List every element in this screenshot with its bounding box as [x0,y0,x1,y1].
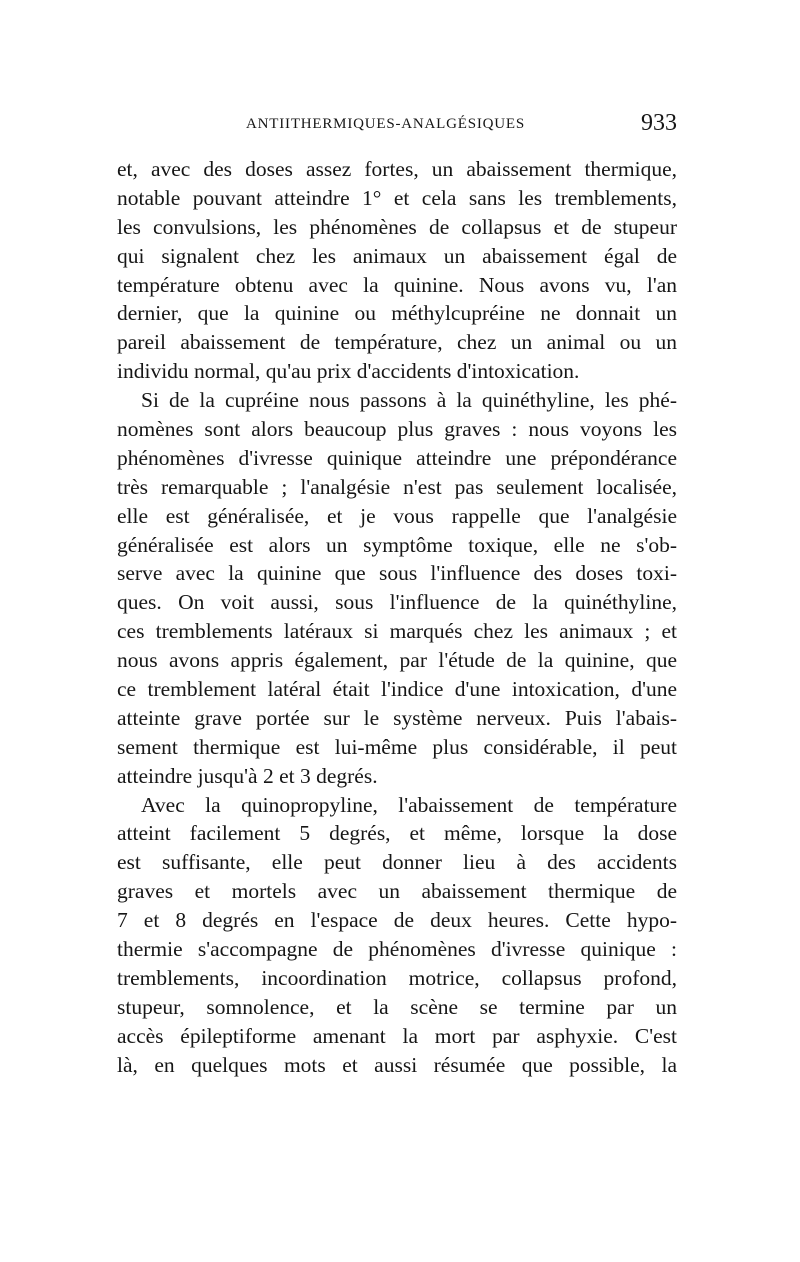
text-line: Avec la quinopropyline, l'abaissement de température [141,792,677,817]
text-line: sement thermique est lui-même plus considérable, il peut [117,734,677,759]
text-line: ces tremblements latéraux si marqués chez les animaux ; et [117,619,677,644]
text-line: dernier, que la quinine ou méthylcupréine ne donnait un [117,301,677,326]
running-head [117,110,677,140]
text-line: Si de la cupréine nous passons à la quinéthyline, les phé- [141,388,677,413]
text-line: pareil abaissement de température, chez un animal ou un [117,330,677,355]
text-line: généralisée est alors un symptôme toxique, elle ne s'ob- [117,532,677,557]
text-line: ce tremblement latéral était l'indice d'une intoxication, d'une [117,677,677,702]
text-line: elle est généralisée, et je vous rappelle que l'analgésie [117,503,677,528]
text-line: ques. On voit aussi, sous l'influence de la quinéthyline, [117,590,677,615]
text-line: là, en quelques mots et aussi résumée que possible, la [117,1052,677,1077]
text-line: atteindre jusqu'à 2 et 3 degrés. [117,763,378,788]
text-line: et, avec des doses assez fortes, un abaissement thermique, [117,157,677,181]
text-line: atteint facilement 5 degrés, et même, lorsque la dose [117,821,677,846]
text-line: individu normal, qu'au prix d'accidents d'intoxication. [117,359,580,384]
text-line: stupeur, somnolence, et la scène se termine par un [117,994,677,1019]
text-line: graves et mortels avec un abaissement thermique de [117,879,677,904]
text-line: température obtenu avec la quinine. Nous avons vu, l'an [117,272,677,297]
paragraph-3 [117,791,677,1080]
body-text [117,155,677,1080]
text-line: serve avec la quinine que sous l'influence des doses toxi- [117,561,677,586]
text-line: nous avons appris également, par l'étude de la quinine, que [117,648,677,673]
running-title: ANTIITHERMIQUES-ANALGÉSIQUES [246,116,526,132]
paragraph-2 [117,386,677,790]
text-line: très remarquable ; l'analgésie n'est pas seulement localisée, [117,474,677,499]
text-line: 7 et 8 degrés en l'espace de deux heures. Cette hypo- [117,908,677,933]
text-line: phénomènes d'ivresse quinique atteindre une prépondérance [117,445,677,470]
page-number: 933 [641,110,677,136]
text-line: est suffisante, elle peut donner lieu à des accidents [117,850,677,875]
text-line: tremblements, incoordination motrice, collapsus profond, [117,965,677,990]
text-line: qui signalent chez les animaux un abaissement égal de [117,243,677,268]
paragraph-1 [117,155,677,386]
text-line: accès épileptiforme amenant la mort par asphyxie. C'est [117,1023,677,1048]
text-line: nomènes sont alors beaucoup plus graves : nous voyons les [117,417,677,442]
text-line: les convulsions, les phénomènes de collapsus et de stupeur [117,214,677,239]
text-line: atteinte grave portée sur le système nerveux. Puis l'abais- [117,705,677,730]
text-line: thermie s'accompagne de phénomènes d'ivresse quinique : [117,937,677,962]
text-line: notable pouvant atteindre 1° et cela sans les tremblements, [117,185,677,210]
